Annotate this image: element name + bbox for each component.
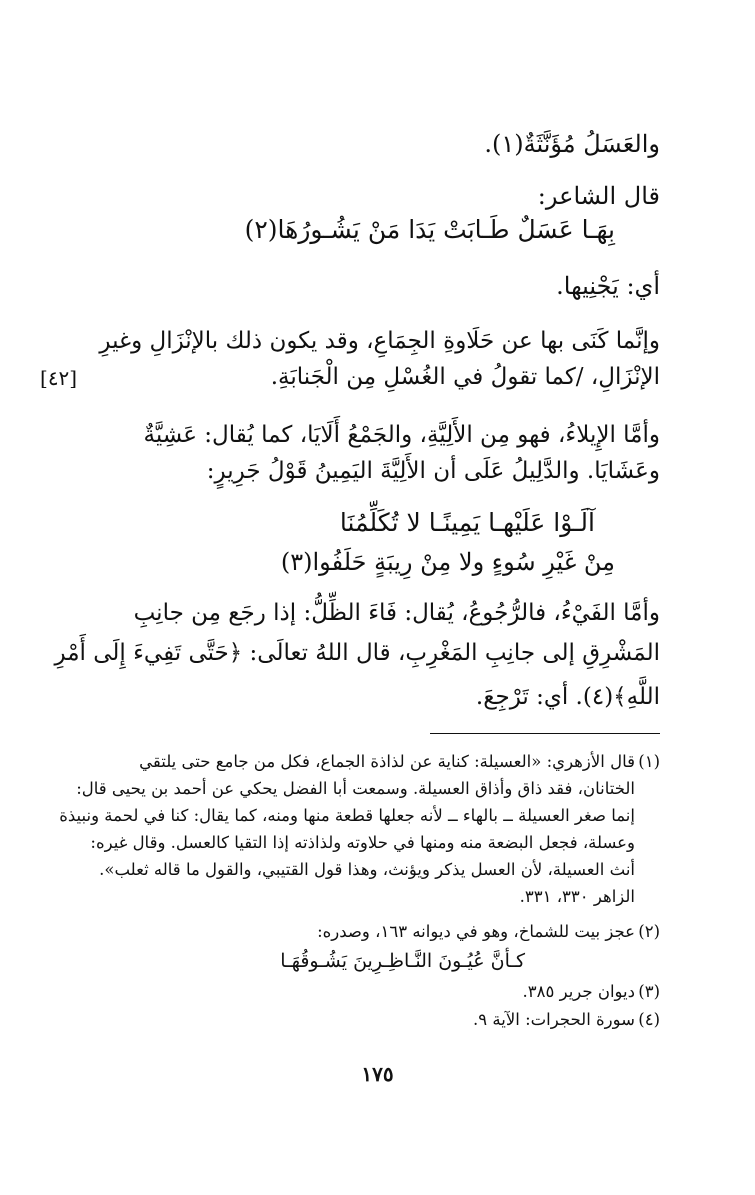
body-line-11: وأمَّا الفَيْءُ، فالرُّجُوعُ، يُقال: فَاءَ الظِّلُّ: إذا رجَع مِن جانِبِ <box>133 600 660 626</box>
body-line-12: المَشْرِقِ إلى جانِبِ المَغْرِبِ، قال اللهُ تعالَى: ﴿حَتَّى تَفِيءَ إِلَى أَمْرِ <box>54 640 660 666</box>
footnote-1-line-3: إنما صغر العسيلة ــ بالهاء ــ لأنه جعلها قطعة منها ومنه، كما يقال: كنا في لحمة ونبيذة <box>59 806 635 825</box>
footnote-1-line-6: الزاهر ٣٣٠، ٣٣١. <box>519 887 635 906</box>
body-line-6: الإنْزَالِ، /كما تقولُ في الغُسْلِ مِن الْجَنابَةِ. <box>270 364 660 390</box>
footnote-4-line: سورة الحجرات: الآية ٩. <box>473 1010 635 1029</box>
poem-verse-1: بِهَـا عَسَلٌ طَـابَتْ يَدَا مَنْ يَشُـورُهَا(٢) <box>244 215 615 244</box>
footnote-2-number: (٢) <box>638 922 660 941</box>
poem-verse-2b: مِنْ غَيْرِ سُوءٍ ولا مِنْ رِيبَةٍ حَلَفُوا(٣) <box>280 548 615 576</box>
footnote-3-number: (٣) <box>638 982 660 1001</box>
footnote-2-line: عجز بيت للشماخ، وهو في ديوانه ١٦٣، وصدره: <box>317 922 635 941</box>
footnote-2-verse: كـأنَّ عُيُـونَ النَّـاظِـرِينَ يَشُـوقُهَـا <box>280 950 525 972</box>
footnote-1-line-1: قال الأزهري: «العسيلة: كناية عن لذاذة الجماع، فكل من جامع حتى يلتقي <box>139 752 635 771</box>
page-number: ١٧٥ <box>361 1062 394 1086</box>
poem-verse-2a: آلَـوْا عَلَيْهـا يَمِينًـا لا تُكَلِّمُنَا <box>339 508 595 537</box>
body-line-5: وإنَّما كَنَى بها عن حَلَاوةِ الجِمَاعِ، وقد يكون ذلك بالإنْزَالِ وغيرِ <box>99 328 660 354</box>
footnote-3-line: ديوان جرير ٣٨٥. <box>522 982 635 1001</box>
body-line-8: وعَشَايَا. والدَّلِيلُ عَلَى أن الأَلِيَّةَ اليَمِينُ قَوْلُ جَرِيرٍ: <box>206 458 660 484</box>
body-line-13: اللَّهِ﴾(٤). أي: تَرْجِعَ. <box>475 684 660 710</box>
body-line-2: قال الشاعر: <box>537 182 660 210</box>
footnote-separator <box>430 733 660 734</box>
body-line-1: والعَسَلُ مُؤَنَّثَةٌ(١). <box>484 130 660 158</box>
footnote-1-line-4: وعسلة، فجعل البضعة منه ومنها في حلاوته ولذاذته إذا التقيا كالعسل. وقال غيره: <box>90 833 635 852</box>
body-line-7: وأمَّا الإِيلاءُ، فهو مِن الأَلِيَّةِ، والجَمْعُ أَلَايَا، كما يُقال: عَشِيَّةٌ <box>143 422 660 448</box>
footnote-1-number: (١) <box>638 752 660 771</box>
manuscript-folio-mark: [٤٢] <box>40 366 78 390</box>
footnote-4-number: (٤) <box>638 1010 660 1029</box>
body-line-4: أي: يَجْنِيها. <box>556 272 660 300</box>
footnote-1-line-5: أنث العسيلة، لأن العسل يذكر ويؤنث، وهذا قول القتيبي، والقول ما قاله ثعلب». <box>99 860 635 879</box>
footnote-1-line-2: الختانان، فقد ذاق وأذاق العسيلة. وسمعت أبا الفضل يحكي عن أحمد بن يحيى قال: <box>76 779 635 798</box>
